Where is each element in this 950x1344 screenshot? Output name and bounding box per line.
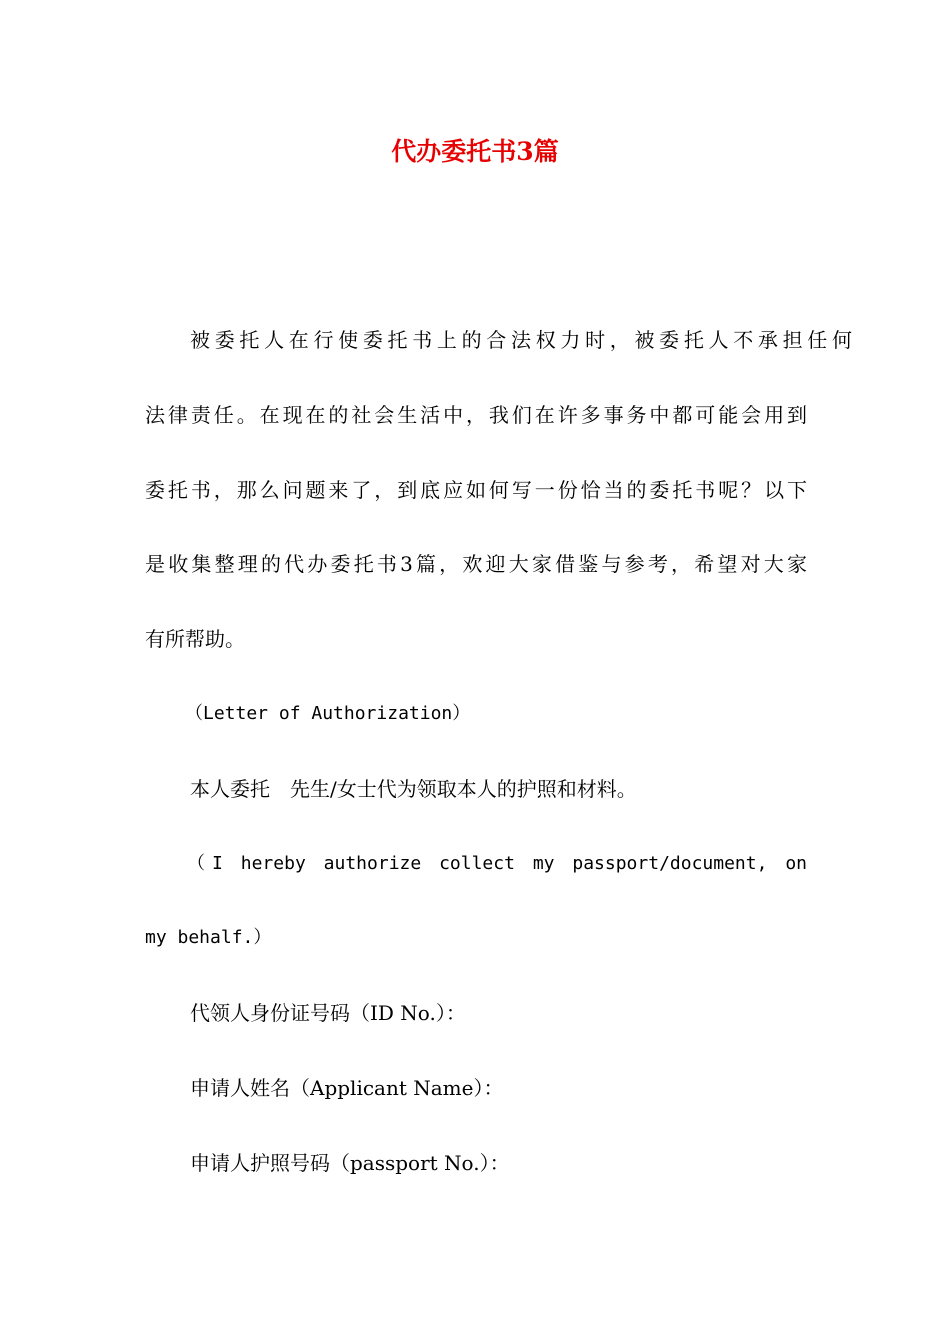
document-title: 代办委托书3篇: [391, 137, 559, 166]
applicant-passport-field-label: 申请人护照号码（passport No.）：: [190, 1151, 510, 1175]
applicant-name-field-label: 申请人姓名（Applicant Name）：: [190, 1076, 504, 1100]
authorization-statement-en-line-1: （I hereby authorize collect my passport/document, on: [187, 853, 807, 874]
intro-line-4: 是收集整理的代办委托书3篇，欢迎大家借鉴与参考，希望对大家: [145, 552, 807, 576]
authorization-statement-en-line-2: my behalf.）: [145, 927, 272, 948]
intro-line-2: 法律责任。在现在的社会生活中，我们在许多事务中都可能会用到: [145, 403, 807, 427]
authorization-statement-cn: 本人委托 先生/女士代为领取本人的护照和材料。: [190, 777, 637, 801]
agent-id-field-label: 代领人身份证号码（ID No.）：: [190, 1001, 466, 1025]
letter-heading: （Letter of Authorization）: [185, 703, 471, 724]
intro-line-5: 有所帮助。: [145, 627, 245, 651]
intro-line-1: 被委托人在行使委托书上的合法权力时，被委托人不承担任何: [190, 328, 852, 352]
intro-line-3: 委托书，那么问题来了，到底应如何写一份恰当的委托书呢？以下: [145, 478, 807, 502]
